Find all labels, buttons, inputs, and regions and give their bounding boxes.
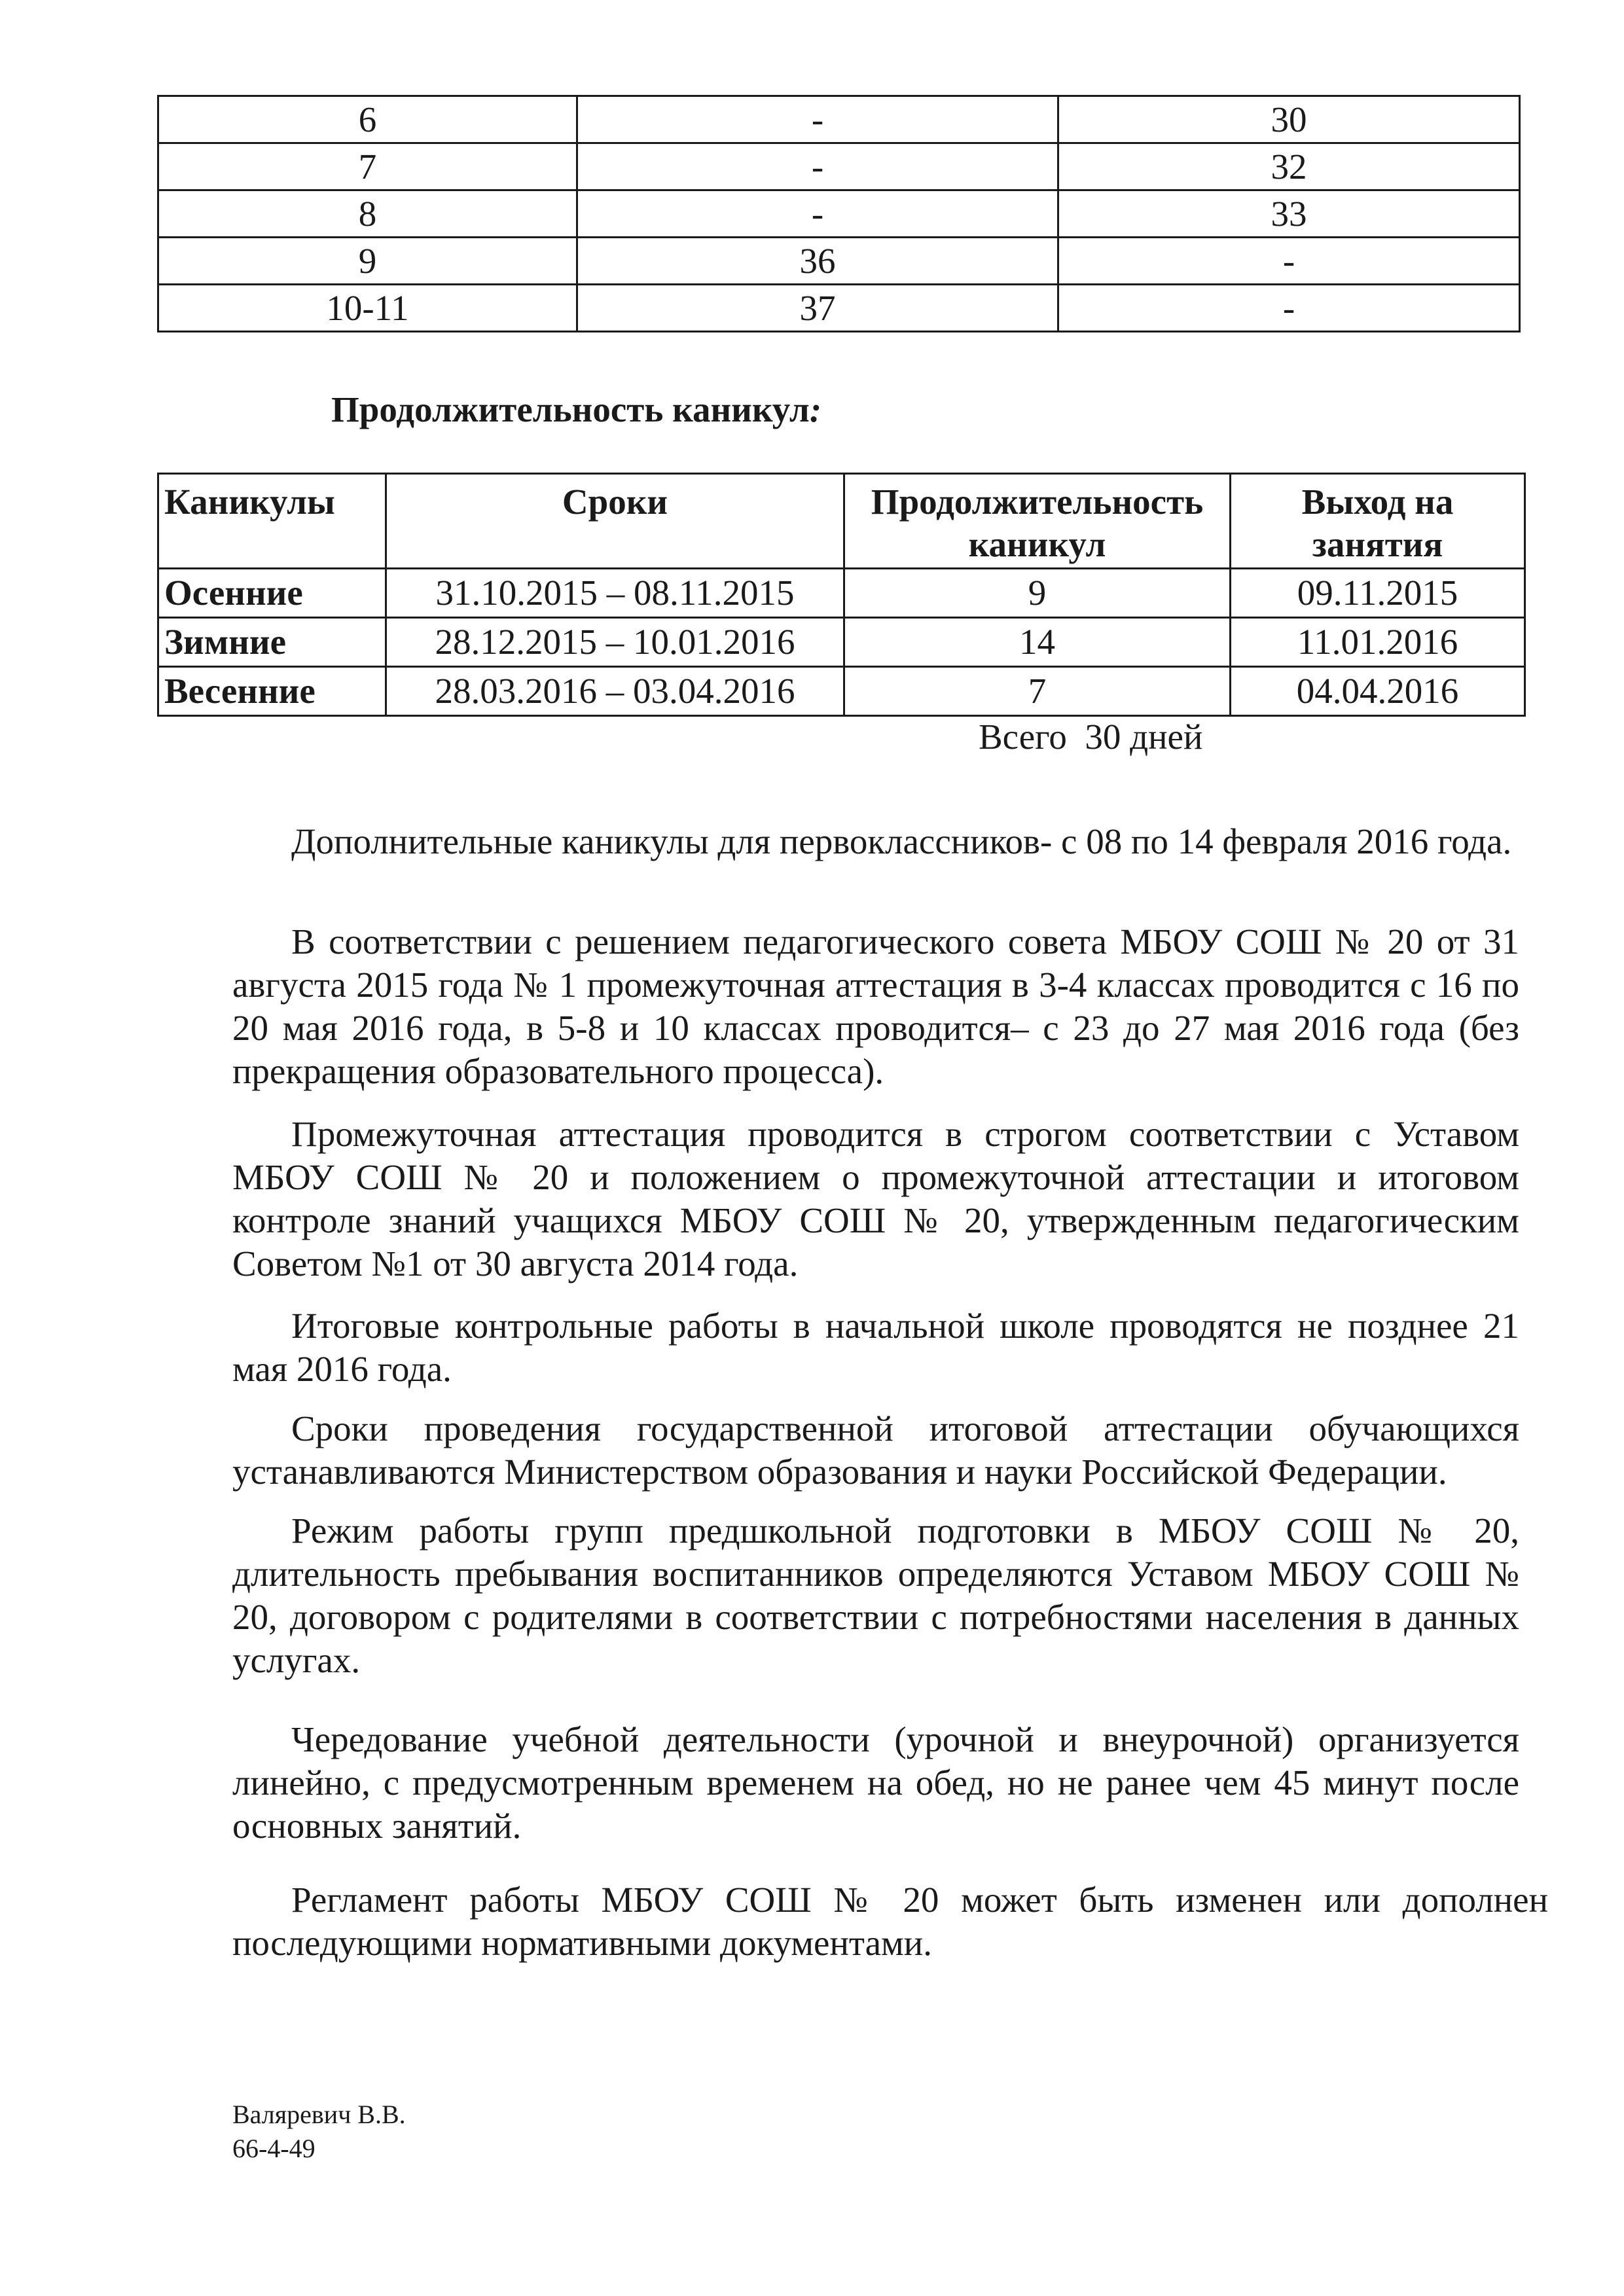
table-cell: 36 — [577, 238, 1058, 285]
table-row — [158, 238, 1520, 285]
vacations-heading-text: Продолжительность каникул — [331, 389, 810, 429]
paragraph-attestation-schedule: В соответствии с решением педагогического совета МБОУ СОШ № 20 от 31 августа 2015 года № 1 промежуточная аттестация в 3-4 классах проводится с 16 по 20 мая 2016 года, в 5-8 и 10 классах проводится– с 23 до 27 мая 2016 года (без прекращения образовательного процесса). — [232, 922, 1519, 1091]
vacations-table — [157, 473, 1526, 717]
table-header-row — [158, 474, 1525, 569]
vacation-name: Весенние — [158, 667, 386, 716]
table-cell: 30 — [1058, 96, 1520, 143]
paragraph-activity-alternation: Чередование учебной деятельности (урочной и внеурочной) организуется линейно, с предусмотренным временем на обед, но не ранее чем 45 минут после основных занятий. — [232, 1719, 1519, 1846]
paragraph-final-tests: Итоговые контрольные работы в начальной школе проводятся не позднее 21 мая 2016 года. — [232, 1306, 1519, 1389]
column-header-vacation: Каникулы — [158, 474, 386, 569]
hours-table — [157, 95, 1521, 332]
signature-block — [232, 2098, 406, 2166]
table-cell: 37 — [577, 285, 1058, 332]
vacation-name: Зимние — [158, 618, 386, 667]
table-cell: 32 — [1058, 143, 1520, 190]
table-cell: - — [577, 190, 1058, 238]
table-row — [158, 96, 1520, 143]
vacations-total: Всего 30 дней — [979, 717, 1203, 757]
vacation-return: 11.01.2016 — [1231, 618, 1525, 667]
vacations-heading — [331, 391, 821, 427]
table-cell: - — [1058, 238, 1520, 285]
vacation-duration: 14 — [844, 618, 1231, 667]
table-cell: 33 — [1058, 190, 1520, 238]
table-row — [158, 667, 1525, 716]
table-row — [158, 285, 1520, 332]
table-cell: - — [1058, 285, 1520, 332]
table-row — [158, 143, 1520, 190]
column-header-dates: Сроки — [386, 474, 844, 569]
vacations-heading-colon: : — [809, 389, 822, 429]
table-cell: - — [577, 96, 1058, 143]
vacation-return: 04.04.2016 — [1231, 667, 1525, 716]
paragraph-preschool-groups: Режим работы групп предшкольной подготовки в МБОУ СОШ № 20, длительность пребывания воспитанников определяются Уставом МБОУ СОШ № 20, договором с родителями в соответствии с потребностями населения в данных услугах. — [232, 1511, 1519, 1680]
table-cell: 10-11 — [158, 285, 577, 332]
table-cell: 9 — [158, 238, 577, 285]
paragraph-attestation-rules: Промежуточная аттестация проводится в строгом соответствии с Уставом МБОУ СОШ № 20 и положением о промежуточной аттестации и итоговом контроле знаний учащихся МБОУ СОШ № 20, утвержденным педагогическим Советом №1 от 30 августа 2014 года. — [232, 1114, 1519, 1283]
vacation-dates: 31.10.2015 – 08.11.2015 — [386, 569, 844, 618]
vacation-duration: 7 — [844, 667, 1231, 716]
table-row — [158, 618, 1525, 667]
vacation-dates: 28.12.2015 – 10.01.2016 — [386, 618, 844, 667]
paragraph-regulations: Регламент работы МБОУ СОШ № 20 может быть изменен или дополнен последующими нормативными документами. — [232, 1880, 1548, 1963]
vacation-dates: 28.03.2016 – 03.04.2016 — [386, 667, 844, 716]
vacation-return: 09.11.2015 — [1231, 569, 1525, 618]
column-header-return: Выход на занятия — [1231, 474, 1525, 569]
signature-phone: 66-4-49 — [232, 2134, 316, 2163]
table-cell: - — [577, 143, 1058, 190]
table-cell: 8 — [158, 190, 577, 238]
table-row — [158, 190, 1520, 238]
table-cell: 7 — [158, 143, 577, 190]
table-cell: 6 — [158, 96, 577, 143]
paragraph-state-attestation: Сроки проведения государственной итоговой аттестации обучающихся устанавливаются Министерством образования и науки Российской Федерации. — [232, 1408, 1519, 1492]
signature-name: Валяревич В.В. — [232, 2100, 406, 2129]
vacation-duration: 9 — [844, 569, 1231, 618]
vacation-name: Осенние — [158, 569, 386, 618]
table-row — [158, 569, 1525, 618]
paragraph-first-graders: Дополнительные каникулы для первоклассников- с 08 по 14 февраля 2016 года. — [291, 821, 1512, 861]
column-header-duration: Продолжительность каникул — [844, 474, 1231, 569]
